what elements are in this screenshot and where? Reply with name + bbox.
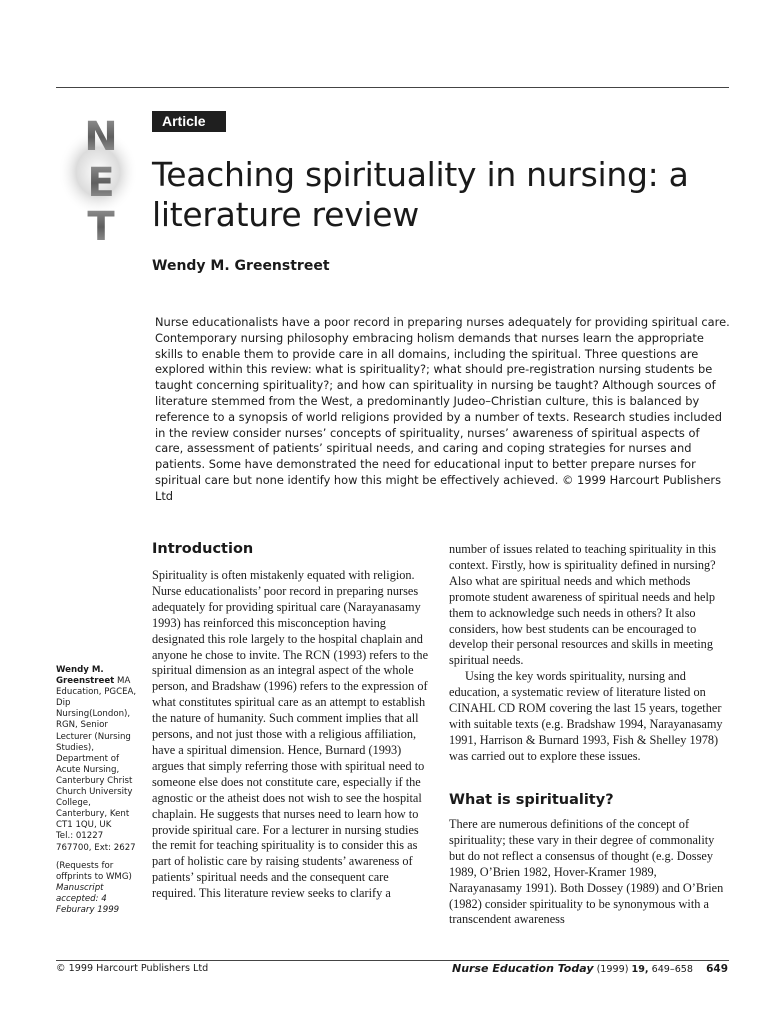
intro-paragraph-1-continued: number of issues related to teaching spirituality in this context. Firstly, how is spirituality defined in nursing? Also what are spiritual needs and which methods promote student awareness of spiritual needs and help them to acknowledge such needs in others? It also considers, how best students can be encouraged to develop their personal resources and skills in meeting spiritual needs.: [449, 542, 717, 668]
abstract: Nurse educationalists have a poor record in preparing nurses adequately for providing spiritual care. Contemporary nursing philosophy embracing holism demands that nurses learn the appropriate skills to enable them to provide care in all domains, including the spiritual. Three questions are explored within this review: what is spirituality?; what should pre-registration nursing students be taught concerning spirituality?; and how can spirituality in nursing be taught? Although sources of literature stemmed from the West, a predominantly Judeo–Christian culture, this is balanced by reference to a synopsis of world religions provided by a number of texts. Research studies included in the review consider nurses’ concepts of spirituality, nurses’ awareness of spiritual aspects of care, assessment of patients’ spiritual needs, and caring and coping strategies for nurses and patients. Some have demonstrated the need for educational input to better prepare nurses for spiritual care but none identify how this might be effectively achieved. © 1999 Harcourt Publishers Ltd: [155, 315, 730, 503]
logo-letter-t: T: [87, 204, 115, 248]
author-name: Wendy M. Greenstreet: [152, 258, 330, 274]
net-logo-icon: [56, 108, 166, 248]
bottom-rule: [56, 960, 729, 961]
footer-volume: 19,: [631, 964, 649, 975]
sidebar-credentials: MA Education, PGCEA, Dip Nursing(London), RGN, Senior Lecturer (Nursing Studies), Department of Acute Nursing, Canterbury Christ Church University College, Canterbury, Kent CT1 1QU, UK: [56, 676, 137, 831]
column-right-lower: [449, 817, 729, 928]
footer-pages: 649–658: [651, 964, 694, 975]
column-right: [449, 542, 729, 765]
article-title: Teaching spirituality in nursing: a literature review: [152, 155, 689, 234]
intro-paragraph-1: Spirituality is often mistakenly equated with religion. Nurse educationalists’ poor record in preparing nurses adequately for providing spiritual care (Narayanasamy 1993) has reinforced this misconception having designated this role largely to the hospital chaplain and anyone he chose to invite. The RCN (1993) refers to the spiritual dimension as an integral aspect of the whole person, and Bradshaw (1996) refers to the expression of what constitutes spiritual care as an attempt to establish the nature of humanity. Such comment implies that all persons, and not just those with a religious affiliation, have a spiritual dimension. Hence, Burnard (1993) argues that simply referring those with spiritual need to someone else does not constitute care, especially if the agnostic or the atheist does not wish to see the hospital chaplain. He suggests that nurses need to learn how to provide spiritual care. For a lecturer in nursing studies the remit for teaching spirituality is to consider this as part of holistic care by raising students’ awareness of patients’ spiritual needs and the consequent care required. This literature review seeks to clarify a: [152, 568, 429, 901]
sidebar-tel: Tel.: 01227 767700, Ext: 2627: [56, 831, 136, 853]
column-left: [152, 568, 432, 902]
article-type-badge: Article: [152, 111, 226, 132]
footer-journal: Nurse Education Today: [452, 962, 594, 975]
footer-year: (1999): [596, 964, 629, 975]
sidebar-author-name: Wendy M. Greenstreet: [56, 665, 115, 687]
author-affiliation: [56, 665, 138, 831]
heading-what-is-spirituality: What is spirituality?: [449, 792, 614, 808]
heading-introduction: Introduction: [152, 541, 254, 557]
sidebar-reprints: (Requests for offprints to WMG): [56, 860, 132, 882]
footer-page-number: 649: [706, 963, 728, 975]
intro-paragraph-2: Using the key words spirituality, nursing and education, a systematic review of literature listed on CINAHL CD ROM covering the last 15 years, together with suitable texts (e.g. Bradshaw 1994, Narayanasamy 1991, Harrison & Burnard 1993, Fish & Shelley 1978) was carried out to explore these issues.: [449, 669, 723, 763]
what-paragraph-1: There are numerous definitions of the concept of spirituality; these vary in their degree of commonality but do not reflect a consensus of thought (e.g. Dossey 1989, O’Brien 1982, Hover-Kramer 1989, Narayanasamy 1991). Both Dossey (1989) and O’Brien (1982) consider spirituality to be synonymous with a transcendent awareness: [449, 817, 724, 927]
footer-citation: [452, 962, 728, 975]
logo-letter-n: N: [84, 114, 118, 160]
top-rule: [56, 87, 729, 88]
footer-copyright: © 1999 Harcourt Publishers Ltd: [56, 963, 209, 974]
sidebar-manuscript: Manuscript accepted: 4 Feburary 1999: [56, 882, 120, 915]
author-sidebar: [56, 665, 138, 916]
logo-letter-e: E: [87, 160, 115, 206]
